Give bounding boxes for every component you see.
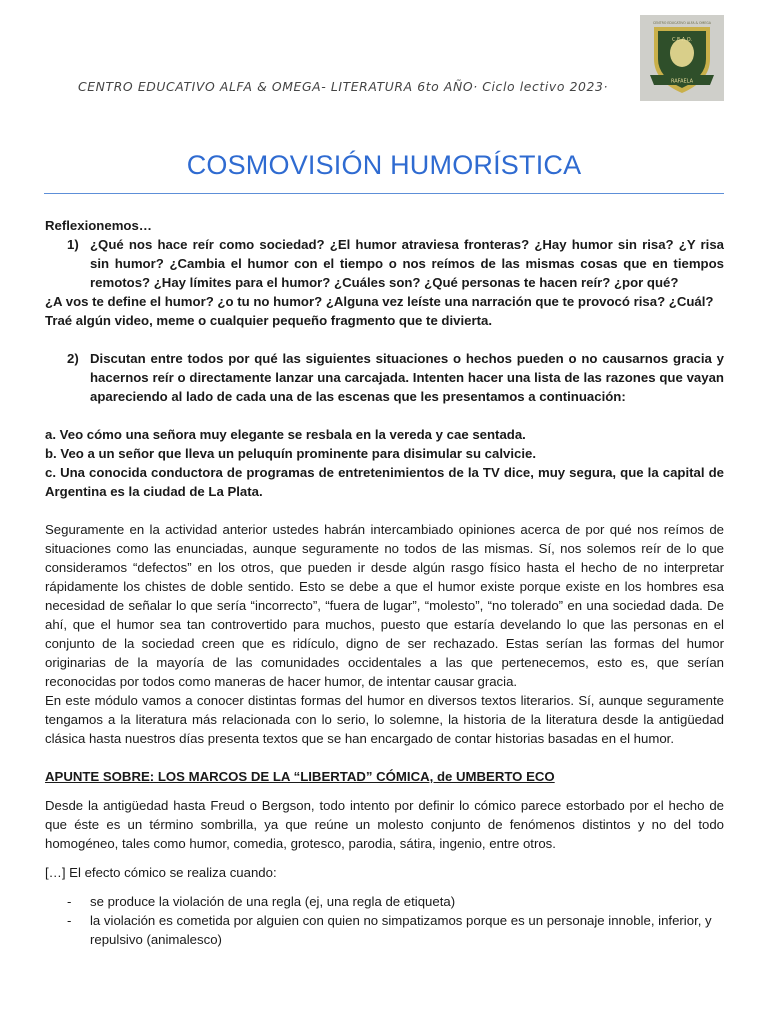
question-item-1 <box>45 235 724 292</box>
apunte-paragraph: Desde la antigüedad hasta Freud o Bergson, todo intento por definir lo cómico parece estorbado por el hecho de que éste es un término sombrilla, ya que reúne un molesto conjunto de fenómenos distintos y no del todo homogéneo, tales como humor, comedia, grotesco, parodia, sátira, ingenio, entre otros. <box>45 798 724 851</box>
body-paragraph-2: En este módulo vamos a conocer distintas formas del humor en diversos textos literarios. Sí, aunque seguramente tengamos a la literatura más relacionada con lo serio, lo solemne, la historia de la literatura desde la antigüedad clásica hasta nuestros días presenta textos que se han encargado de contar historias basadas en el humor. <box>45 693 724 746</box>
school-logo <box>640 15 724 101</box>
logo-initials: C.E.A.O. <box>671 37 693 43</box>
list-item-text: se produce la violación de una regla (ej, una regla de etiqueta) <box>90 894 456 909</box>
document-body <box>45 216 724 949</box>
title-divider <box>44 193 724 194</box>
page-title: COSMOVISIÓN HUMORÍSTICA <box>186 150 582 180</box>
list-item <box>45 892 724 911</box>
list-item-text: la violación es cometida por alguien con quien no simpatizamos porque es un personaje innoble, inferior, y repulsivo (animalesco) <box>90 913 712 947</box>
list-item <box>45 911 724 949</box>
school-header-line: CENTRO EDUCATIVO ALFA & OMEGA- LITERATURA 6to AÑO· Ciclo lectivo 2023· <box>78 79 609 94</box>
effect-list <box>45 892 724 949</box>
apunte-heading: APUNTE SOBRE: LOS MARCOS DE LA “LIBERTAD” CÓMICA, de UMBERTO ECO <box>45 769 555 784</box>
scene-a: a. Veo cómo una señora muy elegante se resbala en la vereda y cae sentada. <box>45 427 526 442</box>
question-line-b: Traé algún video, meme o cualquier pequeño fragmento que te divierta. <box>45 313 493 328</box>
body-paragraph-1: Seguramente en la actividad anterior ustedes habrán intercambiado opiniones acerca de por qué nos reímos de situaciones como las enunciadas, aunque seguramente no todos de las mismas. Sí, nos solemos reír de lo que consideramos “defectos” en los otros, que pueden ir desde algún rasgo físico hasta el hecho de no interpretar rápidamente los chistes de doble sentido. Esto se debe a que el humor existe porque existe en los hombres esa necesidad de señalar lo que sería “incorrecto”, “fuera de lugar”, “molesto”, “no tolerado” en una sociedad dada. De ahí, que el humor sea tan controvertido para muchos, puesto que estaría develando lo que las personas en el conjunto de la sociedad creen que es ridículo, digno de ser rechazado. Estas serían las formas del humor originarias de la mayoría de las comunidades occidentales a las que pertenecemos, esto es, que serían reconocidas por todos como maneras de hacer humor, de intentar causar gracia. <box>45 522 724 689</box>
logo-ribbon-text: RAFAELA <box>670 78 694 85</box>
reflection-heading: Reflexionemos… <box>45 218 152 233</box>
bullet-dash: - <box>67 913 72 928</box>
apunte-intro: […] El efecto cómico se realiza cuando: <box>45 865 277 880</box>
question-number-2: 2) <box>67 351 79 366</box>
logo-arc-text: CENTRO EDUCATIVO ALFA & OMEGA <box>653 21 711 25</box>
school-crest-icon <box>640 15 724 101</box>
question-text-2: Discutan entre todos por qué las siguientes situaciones o hechos pueden o no causarnos gracia y hacernos reír o directamente lanzar una carcajada. Intenten hacer una lista de las razones que vayan apareciendo al lado de cada una de las escenas que les presentamos a continuación: <box>90 351 724 404</box>
question-number-1: 1) <box>67 237 79 252</box>
question-item-2 <box>45 349 724 406</box>
scene-c: c. Una conocida conductora de programas de entretenimientos de la TV dice, muy segura, que la capital de Argentina es la ciudad de La Plata. <box>45 465 724 499</box>
question-list-1 <box>45 235 724 292</box>
question-text-1: ¿Qué nos hace reír como sociedad? ¿El humor atraviesa fronteras? ¿Hay humor sin risa? ¿Y risa sin humor? ¿Cambia el humor con el tiempo o nos reímos de las mismas cosas que en tiempos remotos? ¿Hay límites para el humor? ¿Cuáles son? ¿Qué personas te hacen reír? ¿por qué? <box>90 237 724 290</box>
question-line-a: ¿A vos te define el humor? ¿o tu no humor? ¿Alguna vez leíste una narración que te provocó risa? ¿Cuál? <box>45 294 714 309</box>
question-list-2 <box>45 349 724 406</box>
bullet-dash: - <box>67 894 72 909</box>
scene-b: b. Veo a un señor que lleva un peluquín prominente para disimular su calvicie. <box>45 446 536 461</box>
